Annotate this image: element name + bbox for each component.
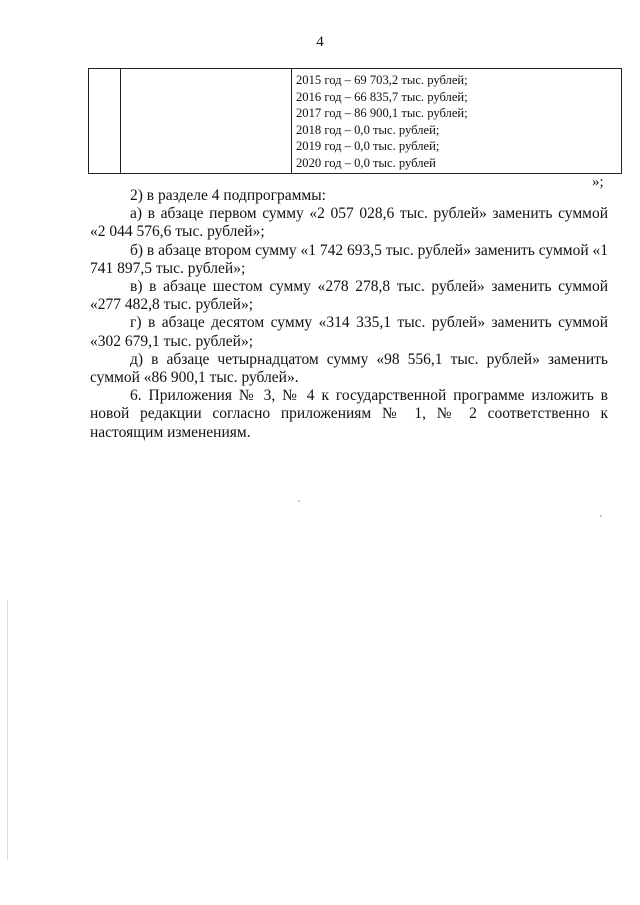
scan-speck bbox=[298, 500, 300, 502]
body-text bbox=[90, 187, 608, 442]
table-cell-empty-2 bbox=[121, 69, 292, 174]
paragraph-section-4: 2) в разделе 4 подпрограммы: bbox=[130, 187, 326, 204]
funding-line-2015: 2015 год – 69 703,2 тыс. рублей; bbox=[296, 73, 468, 87]
scan-speck bbox=[600, 515, 602, 517]
paragraph-item-b: б) в абзаце втором сумму «1 742 693,5 тыс. рублей» заменить суммой «1 741 897,5 тыс. рублей»; bbox=[90, 241, 608, 277]
table-row bbox=[89, 69, 622, 174]
funding-line-2020: 2020 год – 0,0 тыс. рублей bbox=[296, 155, 436, 170]
funding-line-2019: 2019 год – 0,0 тыс. рублей; bbox=[296, 139, 440, 153]
funding-line-2018: 2018 год – 0,0 тыс. рублей; bbox=[296, 122, 440, 137]
scan-edge-line bbox=[7, 600, 8, 860]
funding-line-2016: 2016 год – 66 835,7 тыс. рублей; bbox=[296, 89, 468, 104]
funding-table bbox=[88, 68, 622, 174]
paragraph-item-g: г) в абзаце десятом сумму «314 335,1 тыс. рублей» заменить суммой «302 679,1 тыс. рублей»; bbox=[90, 314, 608, 350]
closing-quote: »; bbox=[592, 174, 604, 190]
paragraph-item-v: в) в абзаце шестом сумму «278 278,8 тыс. рублей» заменить суммой «277 482,8 тыс. рублей»; bbox=[90, 278, 608, 314]
paragraph-item-a: а) в абзаце первом сумму «2 057 028,6 тыс. рублей» заменить суммой «2 044 576,6 тыс. рублей»; bbox=[90, 205, 608, 241]
funding-line-2017: 2017 год – 86 900,1 тыс. рублей; bbox=[296, 106, 468, 120]
funding-cell bbox=[292, 69, 622, 174]
paragraph-item-6: 6. Приложения № 3, № 4 к государственной программе изложить в новой редакции согласно приложениям № 1, № 2 соответственно к настоящим изменениям. bbox=[90, 387, 608, 441]
paragraph-item-d: д) в абзаце четырнадцатом сумму «98 556,1 тыс. рублей» заменить суммой «86 900,1 тыс. рублей». bbox=[90, 350, 608, 387]
page-number: 4 bbox=[316, 34, 324, 50]
table-cell-empty-1 bbox=[89, 69, 121, 174]
